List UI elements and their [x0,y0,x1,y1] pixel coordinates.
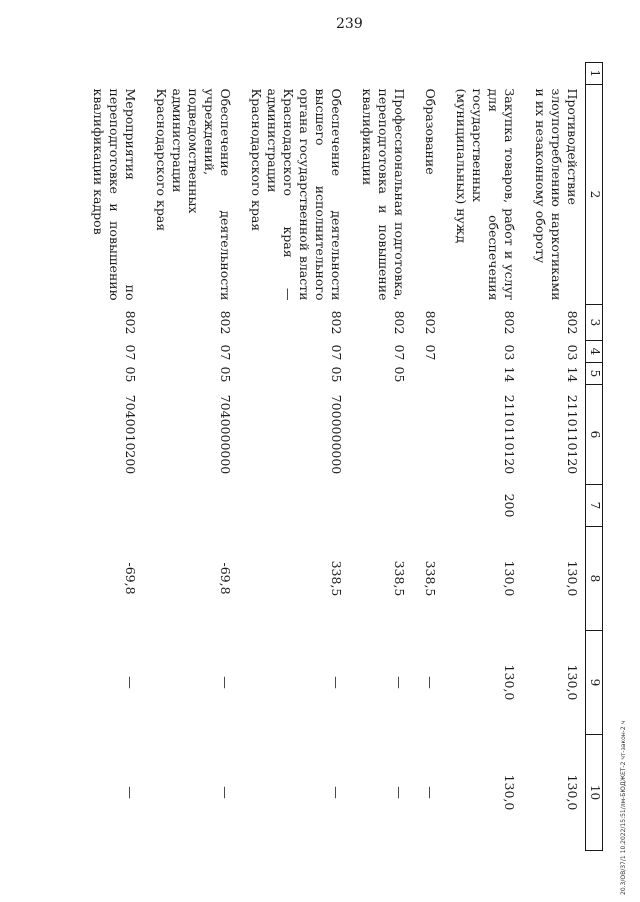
row-section: 07 [218,344,233,361]
row-subsection: 14 [502,366,517,383]
header-col-5: 5 [586,363,603,385]
row-target-article [349,385,412,485]
row-expense-type [349,485,412,527]
row-subsection: 14 [565,366,580,383]
row-target-article: 7040000000 [218,394,233,475]
row-amount-col10: — [329,786,344,799]
row-amount-col8: 130,0 [565,560,580,597]
row-ministry: 802 [218,310,233,335]
row-section: 07 [329,344,344,361]
header-col-2: 2 [586,85,603,305]
row-section: 07 [423,344,438,361]
row-amount-col10: — [218,786,233,799]
header-col-7: 7 [586,485,603,527]
row-target-article: 7000000000 [329,394,344,475]
row-amount-col9: — [218,676,233,689]
row-target-article [412,385,443,485]
row-amount-col10: 130,0 [502,774,517,811]
row-ministry: 802 [329,310,344,335]
row-target-article: 7040010200 [123,394,138,475]
table-row [80,63,143,851]
table-row [522,63,586,851]
rotated-table-wrapper [91,62,603,850]
row-expense-type [143,485,238,527]
row-ministry: 802 [502,310,517,335]
header-row [586,63,603,851]
row-name: Мероприятия по переподготовке и повышению квалификации кадров [91,88,138,301]
document-reference: 20.3/ОВ/37/1 10.2022/15:51/лм-БЮДЖЕТ-2 чт-закон-2 ч [620,720,627,895]
table-row [412,63,443,851]
row-name: Обеспечение деятельности учреждений, подведомственных администрации Краснодарского края [154,88,233,301]
row-name: Профессиональная подготовка, переподготовка и повышение квалификации [360,88,407,301]
row-amount-col10: — [392,786,407,799]
page-number: 239 [336,16,363,32]
row-expense-type [238,485,349,527]
row-name: Образование [423,88,438,175]
row-expense-type [412,485,443,527]
row-subsection: 05 [329,366,344,383]
row-amount-col9: — [123,676,138,689]
row-amount-col9: 130,0 [502,664,517,701]
row-expense-type [80,485,143,527]
row-subsection [412,363,443,385]
row-amount-col10: — [423,786,438,799]
row-subsection: 05 [392,366,407,383]
header-col-4: 4 [586,341,603,363]
row-target-article: 2110110120 [565,394,580,475]
row-target-article: 2110110120 [502,394,517,475]
row-subsection: 05 [218,366,233,383]
row-amount-col9: — [392,676,407,689]
row-name: Обеспечение деятельности высшего исполнительного органа государственной власти Краснодарского края — администрации Краснодарского края [249,88,344,301]
table-row [238,63,349,851]
row-ministry: 802 [123,310,138,335]
table-row [143,63,238,851]
header-col-6: 6 [586,385,603,485]
budget-table [80,62,603,851]
row-amount-col10: 130,0 [565,774,580,811]
row-ministry: 802 [423,310,438,335]
row-amount-col9: 130,0 [565,664,580,701]
row-ministry: 802 [392,310,407,335]
row-amount-col9: — [423,676,438,689]
header-col-10: 10 [586,735,603,851]
row-amount-col8: 338,5 [329,560,344,597]
header-col-3: 3 [586,305,603,341]
table-row [443,63,522,851]
row-amount-col9: — [329,676,344,689]
row-expense-type [522,485,586,527]
header-col-9: 9 [586,631,603,735]
row-amount-col8: 130,0 [502,560,517,597]
row-subsection: 05 [123,366,138,383]
row-amount-col8: 338,5 [423,560,438,597]
row-amount-col10: — [123,786,138,799]
row-expense-type: 200 [502,493,517,518]
header-col-1: 1 [586,63,603,85]
row-section: 03 [502,344,517,361]
row-ministry: 802 [565,310,580,335]
row-section: 07 [392,344,407,361]
row-amount-col8: -69,8 [218,562,233,595]
row-amount-col8: -69,8 [123,562,138,595]
header-col-8: 8 [586,527,603,631]
row-name: Закупка товаров, работ и услуг для обеспечения государственных (муниципальных) нужд [454,88,517,301]
row-amount-col8: 338,5 [392,560,407,597]
row-name: Противодействие злоупотреблению наркотиками и их незаконному обороту [533,88,580,301]
row-section: 07 [123,344,138,361]
table-row [349,63,412,851]
row-section: 03 [565,344,580,361]
